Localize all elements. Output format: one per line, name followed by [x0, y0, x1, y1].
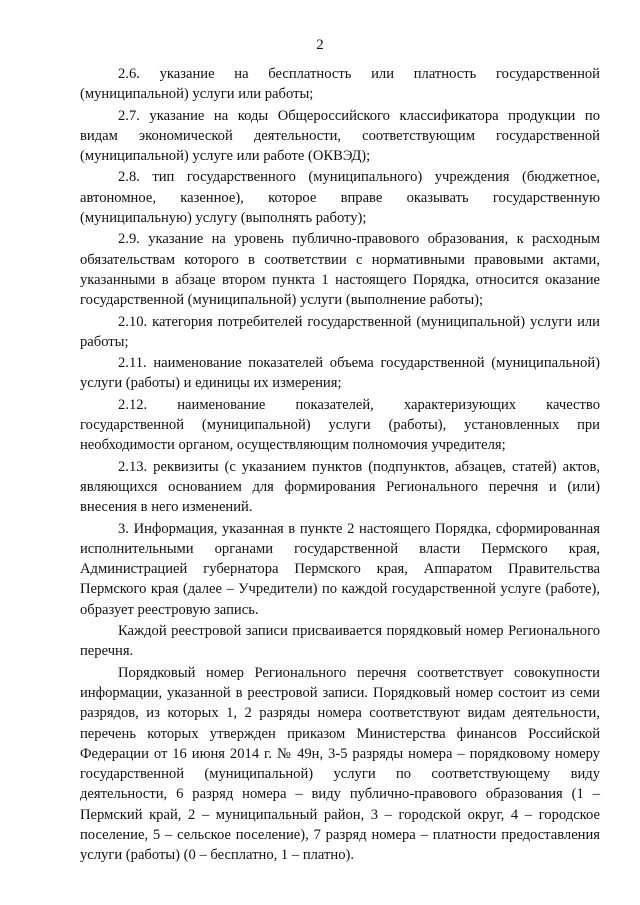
paragraph-registry-number: Каждой реестровой записи присваивается порядковый номер Регионального перечня. — [80, 623, 600, 660]
paragraph-2-13: 2.13. реквизиты (с указанием пунктов (подпунктов, абзацев, статей) актов, являющихся основанием для формирования Регионального перечня и (или) внесения в него изменений. — [80, 458, 600, 516]
paragraph-2-11: 2.11. наименование показателей объема государственной (муниципальной) услуги (работы) и единицы их измерения; — [80, 355, 600, 392]
paragraph-3: 3. Информация, указанная в пункте 2 настоящего Порядка, сформированная исполнительными органами государственной власти Пермского края, Администрацией губернатора Пермского края, Аппаратом Правительства Пермского края (далее – Учредители) по каждой государственной услуге (работе), образует реестровую запись. — [80, 520, 600, 618]
page-number: 2 — [316, 37, 324, 53]
paragraph-2-10: 2.10. категория потребителей государственной (муниципальной) услуги или работы; — [80, 313, 600, 350]
paragraph-2-7: 2.7. указание на коды Общероссийского классификатора продукции по видам экономической деятельности, соответствующим государственной (муниципальной) услуге или работе (ОКВЭД); — [80, 107, 600, 165]
paragraph-2-9: 2.9. указание на уровень публично-правового образования, к расходным обязательствам которого в соответствии с нормативными правовыми актами, указанными в абзаце втором пункта 1 настоящего Порядка, относится оказание государственной (муниципальной) услуги (выполнение работы); — [80, 231, 600, 309]
paragraph-number-structure: Порядковый номер Регионального перечня соответствует совокупности информации, указанной в реестровой записи. Порядковый номер состоит из семи разрядов, из которых 1, 2 разряды номера соответствуют видам деятельности, перечень которых утвержден приказом Министерства финансов Российской Федерации от 16 июня 2014 г. № 49н, 3-5 разряды номера – порядковому номеру государственной (муниципальной) услуги по соответствующему виду деятельности, 6 разряд номера – виду публично-правового образования (1 – Пермский край, 2 – муниципальный район, 3 – городской округ, 4 – городское поселение, 5 – сельское поселение), 7 разряд номера – платности предоставления услуги (работы) (0 – бесплатно, 1 – платно). — [80, 664, 600, 864]
document-body — [80, 64, 600, 866]
paragraph-2-12: 2.12. наименование показателей, характеризующих качество государственной (муниципальной) услуги (работы), установленных при необходимости органом, осуществляющим полномочия учредителя; — [80, 396, 600, 454]
paragraph-2-6: 2.6. указание на бесплатность или платность государственной (муниципальной) услуги или работы; — [80, 66, 600, 103]
paragraph-2-8: 2.8. тип государственного (муниципального) учреждения (бюджетное, автономное, казенное), которое вправе оказывать государственную (муниципальную) услугу (выполнять работу); — [80, 169, 600, 227]
